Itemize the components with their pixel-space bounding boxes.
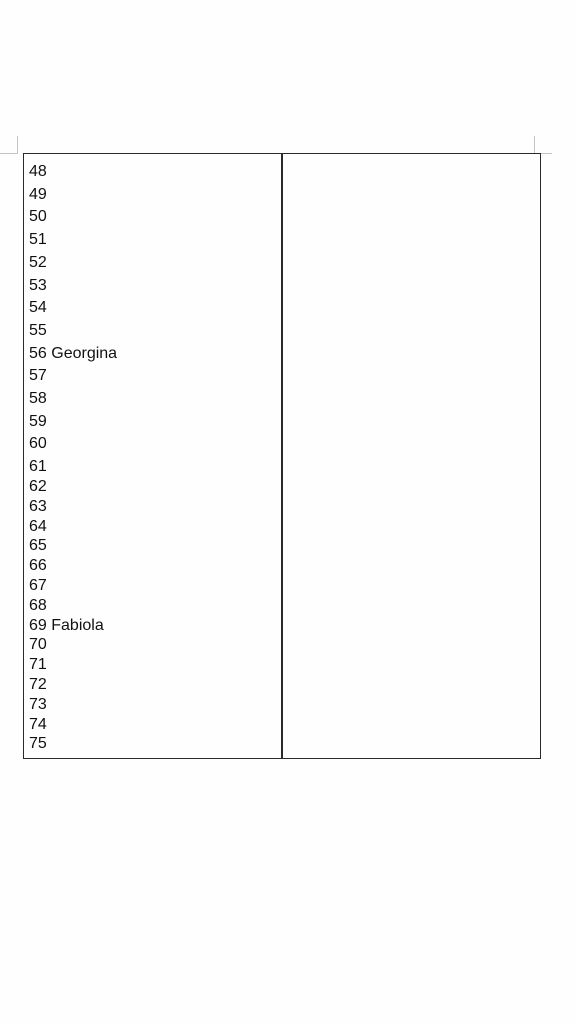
table-line: 68 <box>29 596 47 614</box>
table-line: 50 <box>29 208 47 226</box>
table-line: 58 <box>29 390 47 407</box>
table-line: 63 <box>29 497 47 515</box>
table-cell-left[interactable] <box>29 154 279 758</box>
table-line: 67 <box>29 576 47 594</box>
table-line: 73 <box>29 695 47 713</box>
table-line: 74 <box>29 715 47 733</box>
table-line: 66 <box>29 557 47 575</box>
margin-mark-top-left <box>17 136 18 154</box>
table-line: 53 <box>29 276 47 294</box>
table-line: 55 <box>29 321 47 339</box>
table-line: 61 <box>29 458 47 476</box>
margin-mark-top-left <box>0 153 18 154</box>
table-line: 49 <box>29 185 47 203</box>
table-cell-right[interactable] <box>284 154 540 758</box>
table-line: 56 Georgina <box>29 344 118 362</box>
table-line: 52 <box>29 253 47 271</box>
table-line: 54 <box>29 299 47 317</box>
table-line: 48 <box>29 163 47 180</box>
table-line: 62 <box>29 477 47 495</box>
table-line: 60 <box>29 435 47 453</box>
table-line: 57 <box>29 367 47 385</box>
table-line: 71 <box>29 656 47 674</box>
table-line: 64 <box>29 517 47 535</box>
document-table <box>23 153 541 759</box>
column-divider <box>281 154 283 758</box>
table-line: 75 <box>29 735 47 753</box>
table-line: 70 <box>29 636 47 654</box>
table-line: 65 <box>29 537 47 555</box>
table-line: 51 <box>29 231 47 249</box>
table-line: 69 Fabiola <box>29 616 104 634</box>
table-line: 59 <box>29 412 47 430</box>
table-line: 72 <box>29 675 47 693</box>
margin-mark-top-right <box>534 136 535 154</box>
